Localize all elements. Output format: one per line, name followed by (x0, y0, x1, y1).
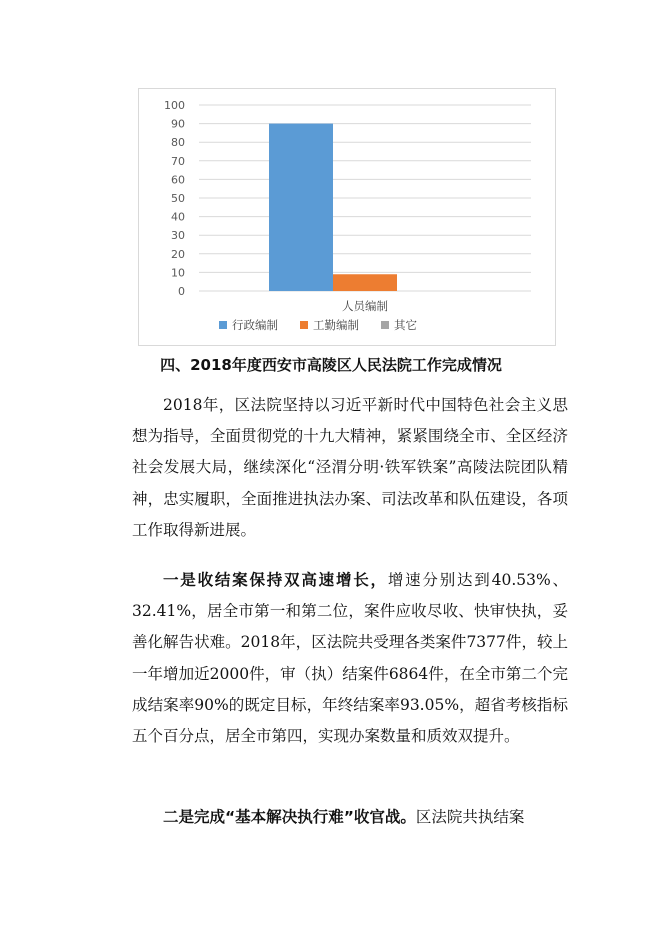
legend-label: 其它 (394, 318, 417, 332)
paragraph-case-growth-lead: 一是收结案保持双高速增长， (163, 571, 388, 589)
y-tick-label: 100 (164, 99, 185, 112)
bar-行政编制 (269, 124, 333, 291)
legend-swatch (219, 321, 227, 329)
y-tick-label: 50 (171, 192, 185, 205)
legend-swatch (381, 321, 389, 329)
paragraph-enforcement-lead: 二是完成“基本解决执行难”收官战。 (163, 808, 416, 826)
paragraph-case-growth (132, 565, 568, 752)
y-tick-label: 70 (171, 154, 185, 168)
legend-label: 行政编制 (232, 318, 278, 332)
paragraph-overview: 2018年，区法院坚持以习近平新时代中国特色社会主义思想为指导，全面贯彻党的十九大精神，紧紧围绕全市、全区经济社会发展大局，继续深化“泾渭分明·铁军铁案”高陵法院团队精神，忠实履职，全面推进执法办案、司法改革和队伍建设，各项工作取得新进展。 (132, 396, 568, 539)
y-tick-label: 20 (171, 247, 185, 261)
y-tick-label: 40 (171, 210, 185, 224)
y-tick-label: 0 (178, 285, 185, 298)
x-category-label: 人员编制 (342, 299, 388, 313)
paragraph-enforcement-body: 区法院共执结案 (415, 808, 525, 826)
y-tick-label: 60 (171, 173, 185, 187)
paragraph-case-growth-body: 增速分别达到40.53%、32.41%，居全市第一和第二位，案件应收尽收、快审快执，妥善化解告状难。2018年，区法院共受理各类案件7377件，较上一年增加近2000件，审（执）结案件6864件，在全市第二个完成结案率90%的既定目标，年终结案率93.05%，超省考核指标五个百分点，居全市第四，实现办案数量和质效双提升。 (132, 571, 568, 746)
section-heading: 四、2018年度西安市高陵区人民法院工作完成情况 (160, 356, 502, 374)
legend-label: 工勤编制 (313, 318, 359, 332)
y-tick-label: 30 (171, 229, 185, 243)
staffing-bar-chart (138, 88, 556, 346)
y-tick-label: 80 (171, 136, 185, 150)
y-tick-label: 10 (171, 266, 185, 280)
legend-swatch (300, 321, 308, 329)
paragraph-enforcement (132, 802, 568, 833)
bar-工勤编制 (333, 274, 397, 291)
chart-canvas (139, 89, 557, 347)
y-tick-label: 90 (171, 117, 185, 131)
